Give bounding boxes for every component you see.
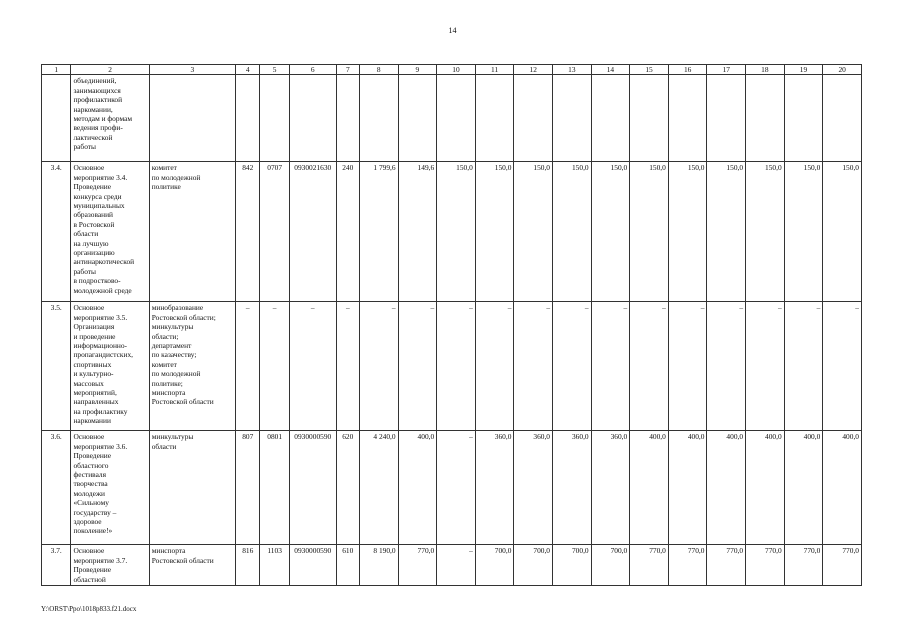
executor: минкультуры области	[149, 431, 235, 545]
year-amount: 360,0	[514, 431, 553, 545]
year-amount: 770,0	[823, 545, 862, 586]
row-number: 3.5.	[42, 302, 71, 431]
executor: минспорта Ростовской области	[149, 545, 235, 586]
year-amount	[475, 75, 514, 162]
total-amount: 1 799,6	[359, 162, 398, 302]
header-cell: 2	[71, 65, 149, 75]
activity-name: Основное мероприятие 3.4. Проведение конкурса среди муниципальных образований в Ростовской области на лучшую организацию антинаркотической работы в подростково- молодежной среде	[71, 162, 149, 302]
header-cell: 16	[668, 65, 707, 75]
year-amount: –	[437, 545, 476, 586]
activity-name: Основное мероприятие 3.6. Проведение областного фестиваля творчества молодежи «Сильному государству – здоровое поколение!»	[71, 431, 149, 545]
header-cell: 6	[289, 65, 336, 75]
executor	[149, 75, 235, 162]
row-number: 3.7.	[42, 545, 71, 586]
code-ministry	[236, 75, 260, 162]
table-row	[42, 75, 862, 162]
year-amount: 150,0	[553, 162, 592, 302]
year-amount: 150,0	[823, 162, 862, 302]
code-expense: 620	[336, 431, 359, 545]
header-cell: 19	[784, 65, 823, 75]
year-amount: –	[437, 431, 476, 545]
year-amount: 150,0	[591, 162, 630, 302]
code-ministry: 816	[236, 545, 260, 586]
year-amount: –	[514, 302, 553, 431]
header-cell: 4	[236, 65, 260, 75]
year-amount: 400,0	[823, 431, 862, 545]
header-cell: 17	[707, 65, 746, 75]
code-section: 0707	[260, 162, 289, 302]
code-expense: –	[336, 302, 359, 431]
year-amount	[398, 75, 437, 162]
year-amount: 770,0	[784, 545, 823, 586]
year-amount: 400,0	[784, 431, 823, 545]
year-amount	[784, 75, 823, 162]
code-ministry: 807	[236, 431, 260, 545]
year-amount: 150,0	[784, 162, 823, 302]
year-amount: 150,0	[437, 162, 476, 302]
page-number: 14	[448, 26, 457, 35]
year-amount: 400,0	[398, 431, 437, 545]
year-amount: 700,0	[475, 545, 514, 586]
year-amount: 360,0	[553, 431, 592, 545]
year-amount	[591, 75, 630, 162]
year-amount: –	[746, 302, 785, 431]
year-amount: 770,0	[630, 545, 669, 586]
year-amount: –	[475, 302, 514, 431]
total-amount: 8 190,0	[359, 545, 398, 586]
year-amount	[823, 75, 862, 162]
year-amount: 360,0	[591, 431, 630, 545]
header-cell: 3	[149, 65, 235, 75]
row-number: 3.4.	[42, 162, 71, 302]
header-cell: 9	[398, 65, 437, 75]
activity-name: Основное мероприятие 3.7. Проведение областной	[71, 545, 149, 586]
code-ministry: –	[236, 302, 260, 431]
table-row	[42, 302, 862, 431]
year-amount: –	[823, 302, 862, 431]
header-cell: 10	[437, 65, 476, 75]
table-row	[42, 545, 862, 586]
year-amount	[437, 75, 476, 162]
code-section: –	[260, 302, 289, 431]
header-row	[42, 65, 862, 75]
year-amount: –	[630, 302, 669, 431]
table-row	[42, 162, 862, 302]
year-amount: 149,6	[398, 162, 437, 302]
header-cell: 14	[591, 65, 630, 75]
header-cell: 7	[336, 65, 359, 75]
table-row	[42, 431, 862, 545]
code-target	[289, 75, 336, 162]
year-amount: 770,0	[707, 545, 746, 586]
year-amount: 700,0	[591, 545, 630, 586]
header-cell: 8	[359, 65, 398, 75]
year-amount: –	[784, 302, 823, 431]
header-cell: 5	[260, 65, 289, 75]
row-number	[42, 75, 71, 162]
year-amount: 150,0	[707, 162, 746, 302]
year-amount: 150,0	[514, 162, 553, 302]
year-amount: 150,0	[746, 162, 785, 302]
row-number: 3.6.	[42, 431, 71, 545]
header-cell: 13	[553, 65, 592, 75]
code-ministry: 842	[236, 162, 260, 302]
year-amount: 400,0	[746, 431, 785, 545]
budget-table	[41, 64, 862, 586]
year-amount: –	[668, 302, 707, 431]
year-amount: –	[398, 302, 437, 431]
code-target: 0930000590	[289, 545, 336, 586]
header-cell: 11	[475, 65, 514, 75]
year-amount	[746, 75, 785, 162]
year-amount: 770,0	[398, 545, 437, 586]
year-amount: 700,0	[514, 545, 553, 586]
code-section: 1103	[260, 545, 289, 586]
code-target: –	[289, 302, 336, 431]
code-expense: 240	[336, 162, 359, 302]
year-amount: –	[707, 302, 746, 431]
header-cell: 20	[823, 65, 862, 75]
header-cell: 1	[42, 65, 71, 75]
code-section	[260, 75, 289, 162]
year-amount	[553, 75, 592, 162]
year-amount: 770,0	[746, 545, 785, 586]
year-amount: –	[591, 302, 630, 431]
year-amount: 400,0	[707, 431, 746, 545]
code-expense	[336, 75, 359, 162]
code-target: 0930000590	[289, 431, 336, 545]
activity-name: объединений, занимающихся профилактикой наркомании, методам и формам ведения профи- лактической работы	[71, 75, 149, 162]
header-cell: 15	[630, 65, 669, 75]
year-amount	[707, 75, 746, 162]
code-expense: 610	[336, 545, 359, 586]
year-amount: –	[553, 302, 592, 431]
total-amount	[359, 75, 398, 162]
year-amount: 360,0	[475, 431, 514, 545]
code-target: 0930021630	[289, 162, 336, 302]
total-amount: –	[359, 302, 398, 431]
activity-name: Основное мероприятие 3.5. Организация и проведение информационно- пропагандистских, спортивных и культурно- массовых мероприятий, направленных на профилактику наркомании	[71, 302, 149, 431]
header-cell: 12	[514, 65, 553, 75]
year-amount	[630, 75, 669, 162]
total-amount: 4 240,0	[359, 431, 398, 545]
year-amount: 150,0	[475, 162, 514, 302]
year-amount: 770,0	[668, 545, 707, 586]
year-amount	[514, 75, 553, 162]
year-amount: 700,0	[553, 545, 592, 586]
year-amount: 150,0	[630, 162, 669, 302]
executor: минобразование Ростовской области; минкультуры области; департамент по казачеству; комитет по молодежной политике; минспорта Ростовской области	[149, 302, 235, 431]
year-amount: 400,0	[630, 431, 669, 545]
executor: комитет по молодежной политике	[149, 162, 235, 302]
file-path-footer: Y:\ORST\Ppo\1018p833.f21.docx	[41, 605, 137, 613]
year-amount: 400,0	[668, 431, 707, 545]
year-amount: 150,0	[668, 162, 707, 302]
year-amount	[668, 75, 707, 162]
year-amount: –	[437, 302, 476, 431]
code-section: 0801	[260, 431, 289, 545]
header-cell: 18	[746, 65, 785, 75]
